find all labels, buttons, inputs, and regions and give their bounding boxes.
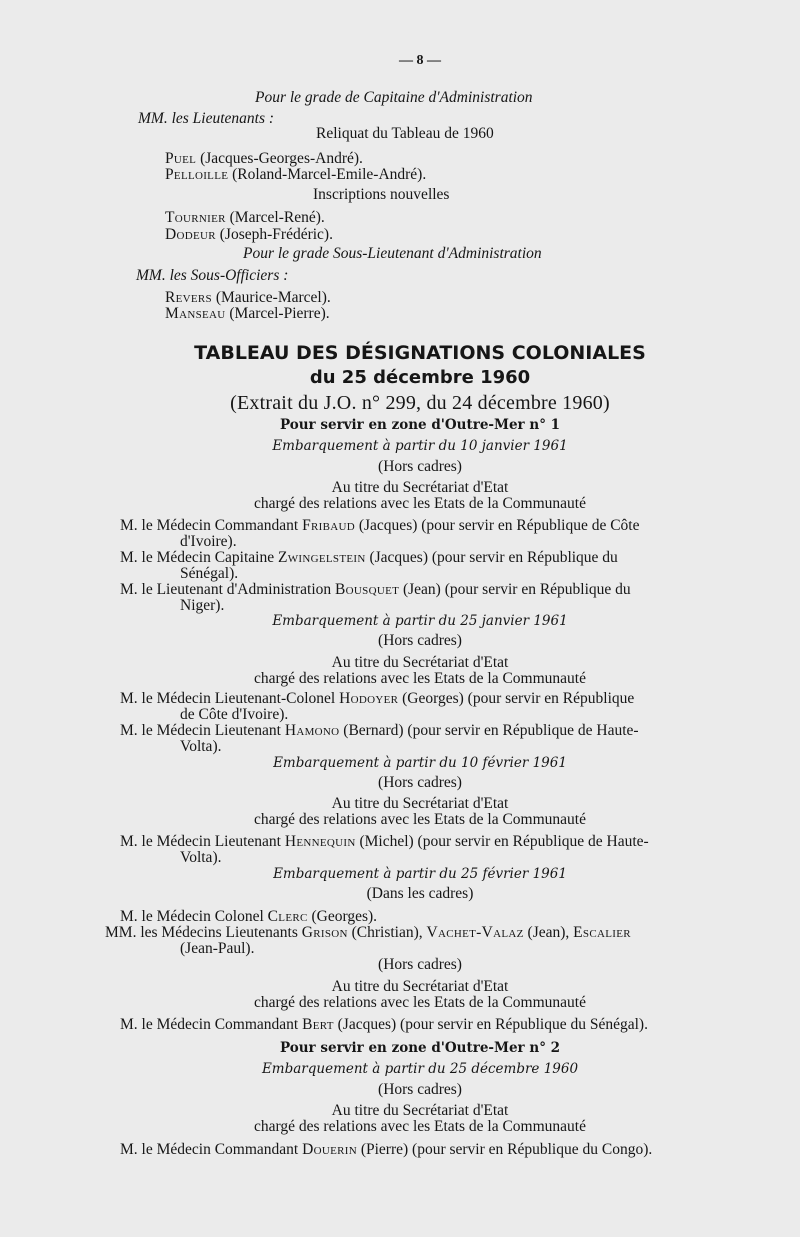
rank: M. le Médecin Capitaine [120,549,275,566]
designation-continuation: (Jean-Paul). [180,940,255,957]
rank: MM. les Médecins Lieutenants [105,924,298,941]
surname: Puel [165,150,197,167]
details: (Jacques) (pour servir en République de Côte [358,517,640,534]
zone-heading: Pour servir en zone d'Outre-Mer n° 2 [279,1040,561,1056]
surname: Hodoyer [339,690,399,707]
details: (Michel) (pour servir en République de Haute- [359,833,649,850]
embarquement-heading: Embarquement à partir du 25 décembre 1960 [261,1061,579,1077]
given-names: (Christian), [351,924,423,941]
dans-cadres-label: (Dans les cadres) [366,885,474,902]
surname: Bert [302,1016,334,1033]
given-names: (Marcel-René). [229,209,325,226]
designation-entry [120,1141,652,1159]
surname: Dodeur [165,226,216,243]
surname: Escalier [573,924,631,941]
details: (Jacques) (pour servir en République du Sénégal). [337,1016,648,1033]
surname: Revers [165,289,212,306]
details: (Jacques) (pour servir en République du [369,549,618,566]
capitaine-heading: Pour le grade de Capitaine d'Administration [255,89,533,106]
designation-continuation: Niger). [180,597,225,614]
surname: Douerin [302,1141,357,1158]
charge-label: chargé des relations avec les Etats de la Communauté [254,1118,586,1135]
embarquement-heading: Embarquement à partir du 25 janvier 1961 [272,613,568,629]
details: (Jean) (pour servir en République du [402,581,631,598]
promotion-entry [165,226,333,244]
souslieutenant-heading: Pour le grade Sous-Lieutenant d'Administration [243,245,542,262]
given-names: (Roland-Marcel-Emile-André). [232,166,427,183]
embarquement-heading: Embarquement à partir du 25 février 1961 [273,866,567,882]
inscriptions-heading: Inscriptions nouvelles [313,186,450,203]
hors-cadres-label: (Hors cadres) [378,956,462,973]
surname: Vachet-Valaz [426,924,524,941]
au-titre-label: Au titre du Secrétariat d'Etat [331,479,509,496]
surname: Tournier [165,209,226,226]
details: (Georges). [311,908,378,925]
au-titre-label: Au titre du Secrétariat d'Etat [331,795,509,812]
surname: Fribaud [302,517,355,534]
rank: M. le Lieutenant d'Administration [120,581,332,598]
surname: Zwingelstein [277,549,366,566]
charge-label: chargé des relations avec les Etats de la Communauté [254,495,586,512]
designation-continuation: Volta). [180,849,222,866]
surname: Manseau [165,305,226,322]
au-titre-label: Au titre du Secrétariat d'Etat [331,1102,509,1119]
embarquement-heading: Embarquement à partir du 10 janvier 1961 [272,438,568,454]
surname: Grison [301,924,348,941]
tableau-date: du 25 décembre 1960 [309,367,531,388]
tableau-extrait: (Extrait du J.O. n° 299, du 24 décembre 1960) [230,392,610,414]
promotion-entry [165,166,426,184]
hors-cadres-label: (Hors cadres) [378,774,462,791]
designation-continuation: Volta). [180,738,222,755]
embarquement-heading: Embarquement à partir du 10 février 1961 [273,755,567,771]
au-titre-label: Au titre du Secrétariat d'Etat [331,654,509,671]
tableau-title: TABLEAU DES DÉSIGNATIONS COLONIALES [194,342,646,364]
surname: Bousquet [335,581,400,598]
rank: M. le Médecin Commandant [120,1016,299,1033]
given-names: (Maurice-Marcel). [215,289,331,306]
zone-heading: Pour servir en zone d'Outre-Mer n° 1 [279,417,561,433]
given-names: (Jean), [527,924,570,941]
promotion-entry [165,209,325,227]
promotion-entry [165,305,330,323]
surname: Hennequin [284,833,356,850]
rank: M. le Médecin Lieutenant [120,833,281,850]
designation-continuation: Sénégal). [180,565,239,582]
rank: M. le Médecin Lieutenant-Colonel [120,690,336,707]
surname: Hamono [284,722,340,739]
surname: Clerc [267,908,308,925]
rank: M. le Médecin Colonel [120,908,264,925]
surname: Pelloille [165,166,229,183]
rank: M. le Médecin Commandant [120,517,299,534]
designation-continuation: de Côte d'Ivoire). [180,706,289,723]
hors-cadres-label: (Hors cadres) [378,458,462,475]
hors-cadres-label: (Hors cadres) [378,1081,462,1098]
details: (Bernard) (pour servir en République de Haute- [343,722,639,739]
designation-continuation: d'Ivoire). [180,533,237,550]
reliquat-heading: Reliquat du Tableau de 1960 [316,125,494,142]
lieutenants-label: MM. les Lieutenants : [138,110,275,127]
charge-label: chargé des relations avec les Etats de la Communauté [254,670,586,687]
sousofficiers-label: MM. les Sous-Officiers : [136,267,289,284]
charge-label: chargé des relations avec les Etats de la Communauté [254,811,586,828]
rank: M. le Médecin Lieutenant [120,722,281,739]
charge-label: chargé des relations avec les Etats de la Communauté [254,994,586,1011]
details: (Pierre) (pour servir en République du Congo). [360,1141,653,1158]
given-names: (Marcel-Pierre). [229,305,330,322]
au-titre-label: Au titre du Secrétariat d'Etat [331,978,509,995]
designation-entry [120,1016,648,1034]
given-names: (Jacques-Georges-André). [200,150,363,167]
details: (Georges) (pour servir en République [402,690,635,707]
page-number: — 8 — [399,53,441,68]
hors-cadres-label: (Hors cadres) [378,632,462,649]
given-names: (Joseph-Frédéric). [219,226,333,243]
rank: M. le Médecin Commandant [120,1141,299,1158]
